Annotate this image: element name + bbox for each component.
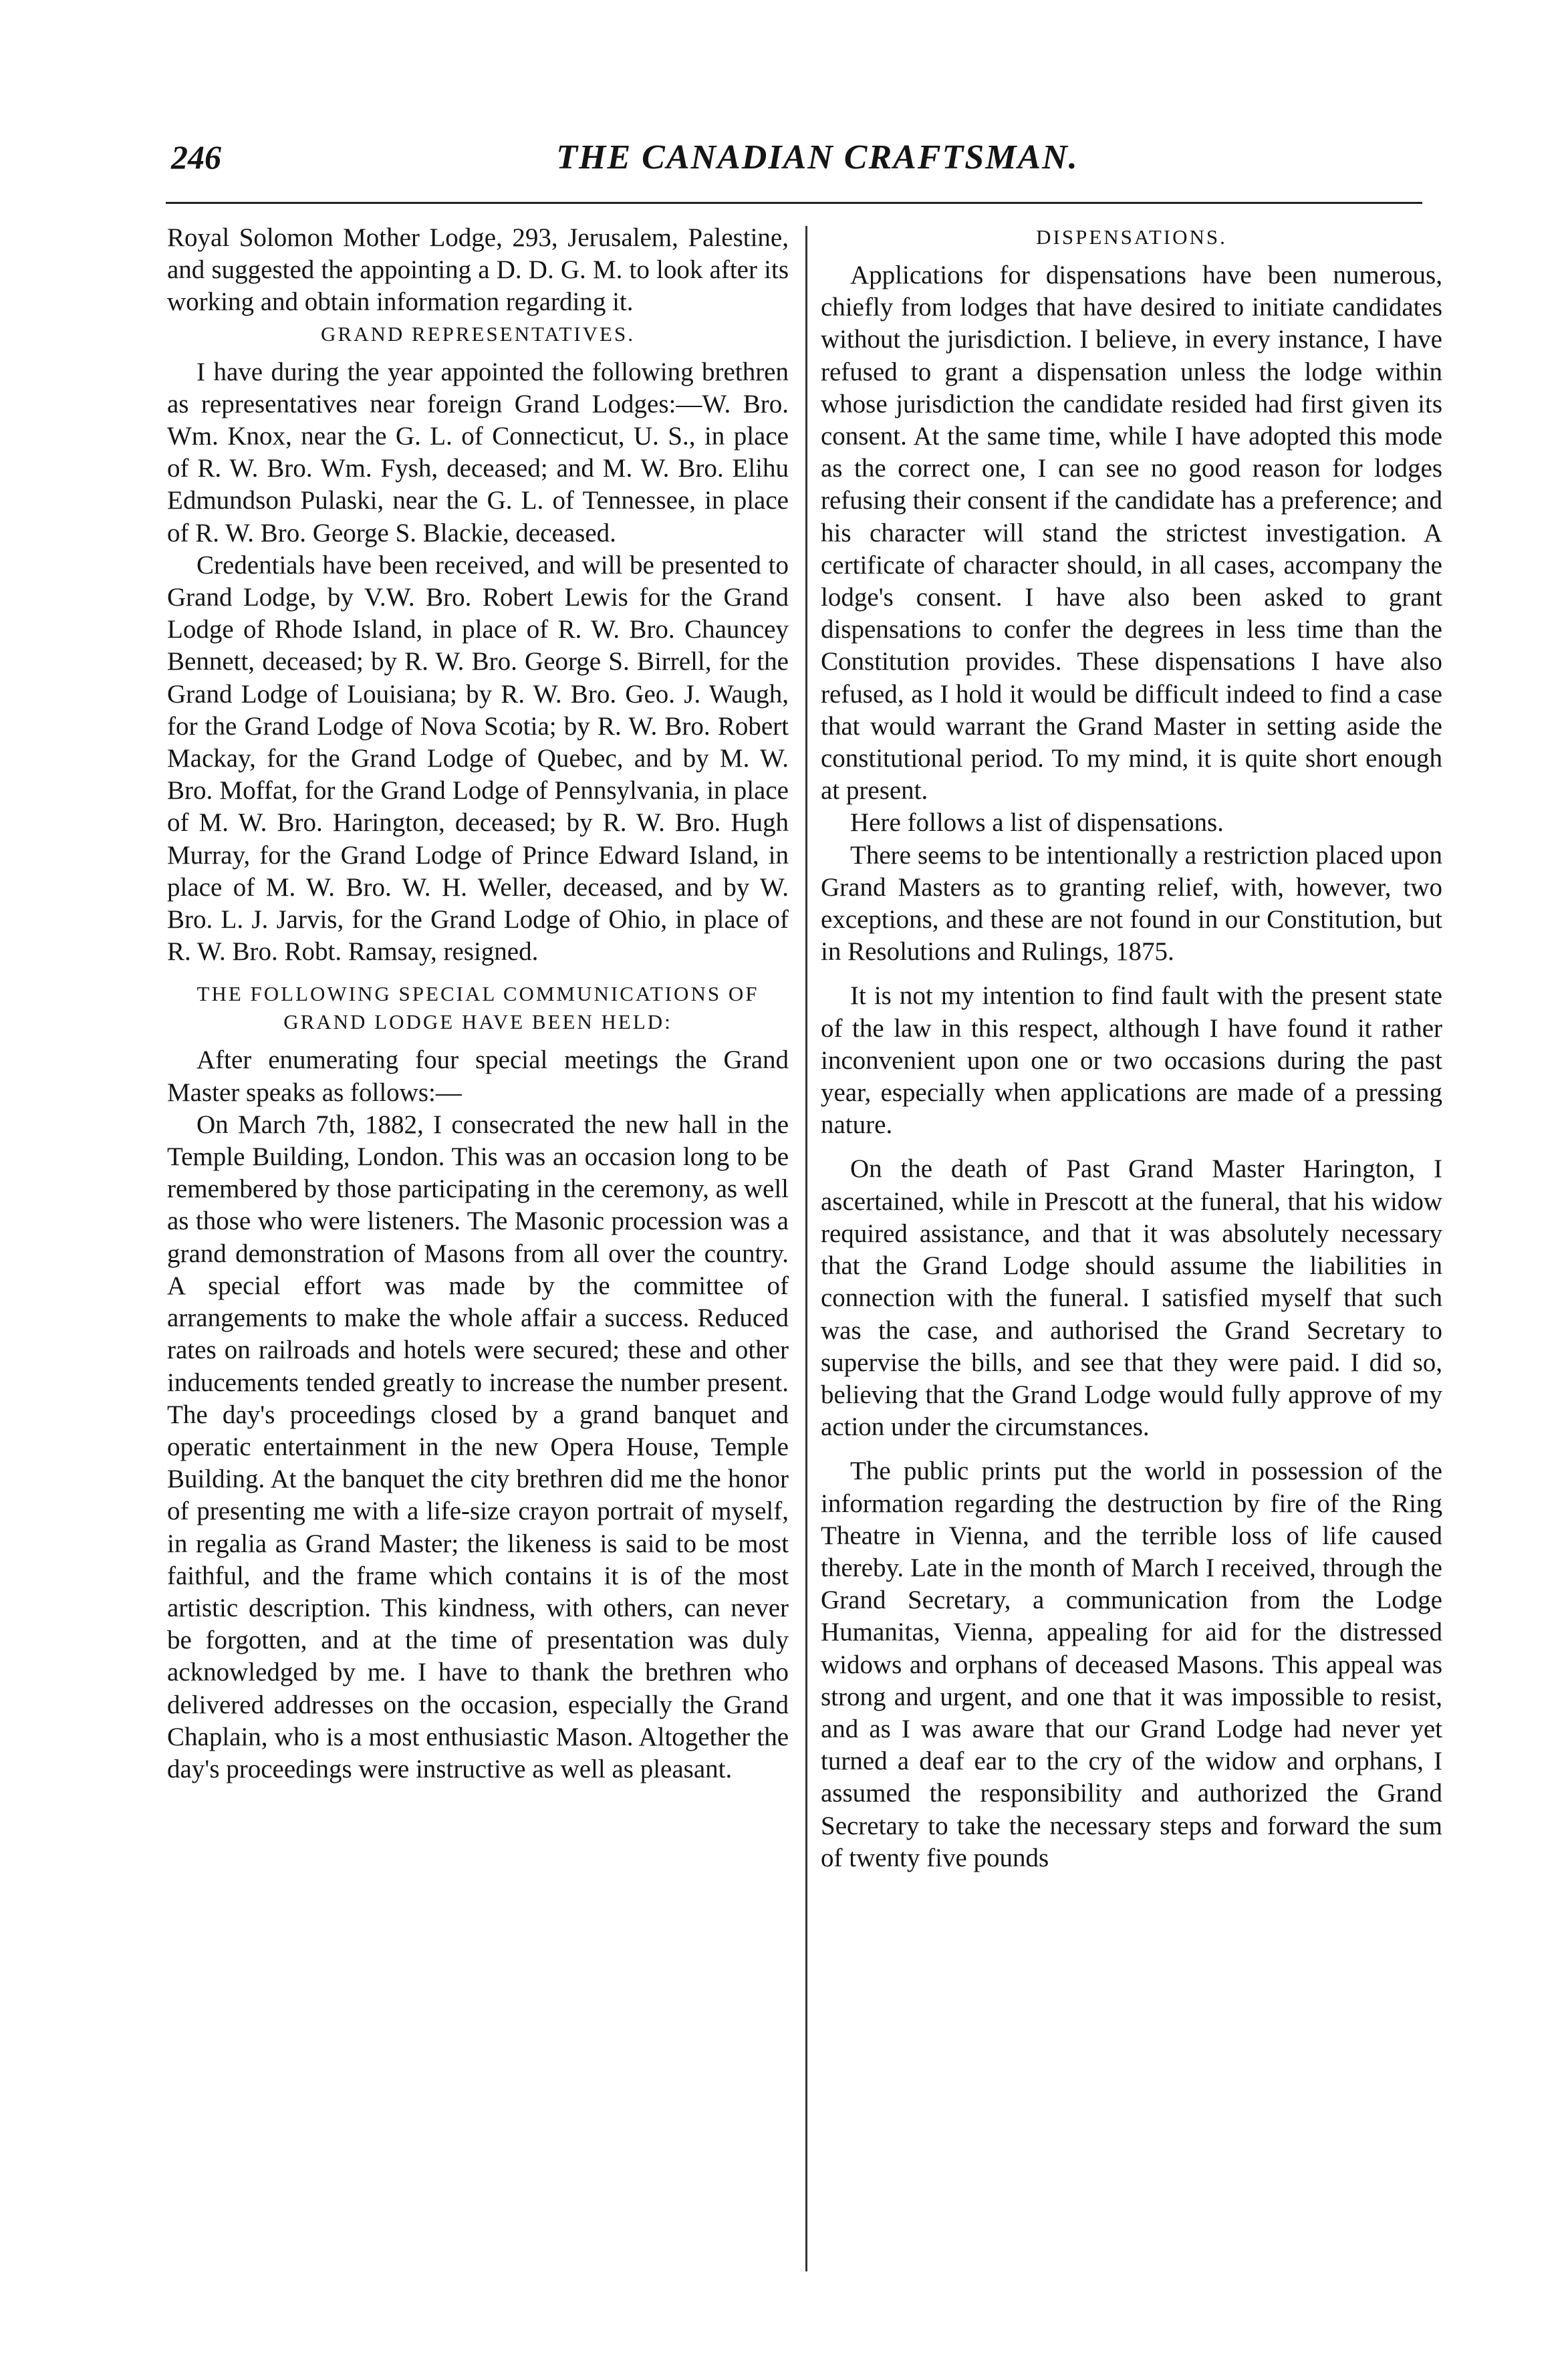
- paragraph: Credentials have been received, and will be presented to Grand Lodge, by V.W. Bro. Robert Lewis for the Grand Lodge of Rhode Island, in place of R. W. Bro. Chauncey Bennett, deceased; by R. W. Bro. George S. Birrell, for the Grand Lodge of Louisiana; by R. W. Bro. Geo. J. Waugh, for the Grand Lodge of Nova Scotia; by R. W. Bro. Robert Mackay, for the Grand Lodge of Quebec, and by M. W. Bro. Moffat, for the Grand Lodge of Pennsylvania, in place of M. W. Bro. Harington, deceased; by R. W. Bro. Hugh Murray, for the Grand Lodge of Prince Edward Island, in place of M. W. Bro. W. H. Weller, deceased, and by W. Bro. L. J. Jarvis, for the Grand Lodge of Ohio, in place of R. W. Bro. Robt. Ramsay, resigned.: [167, 550, 789, 967]
- paragraph: After enumerating four special meetings the Grand Master speaks as follows:—: [167, 1045, 789, 1107]
- paragraph: Royal Solomon Mother Lodge, 293, Jerusalem, Palestine, and suggested the appointing a D. D. G. M. to look after its working and obtain information regarding it.: [167, 223, 789, 317]
- paragraph: I have during the year appointed the following brethren as representatives near foreign Grand Lodges:—W. Bro. Wm. Knox, near the G. L. of Connecticut, U. S., in place of R. W. Bro. Wm. Fysh, deceased; and M. W. Bro. Elihu Edmundson Pulaski, near the G. L. of Tennessee, in place of R. W. Bro. George S. Blackie, deceased.: [167, 357, 789, 547]
- running-header: [166, 138, 1422, 184]
- paragraph: Applications for dispensations have been numerous, chiefly from lodges that have desired to initiate candidates without the jurisdiction. I believe, in every instance, I have refused to grant a dispensation unless the lodge within whose jurisdiction the candidate resided had first given its consent. At the same time, while I have adopted this mode as the correct one, I can see no good reason for lodges refusing their consent if the candidate has a preference; and his character will stand the strictest investigation. A certificate of character should, in all cases, accompany the lodge's consent. I have also been asked to grant dispensations to confer the degrees in less time than the Constitution provides. These dispensations I have also refused, as I hold it would be difficult indeed to find a case that would warrant the Grand Master in setting aside the constitutional period. To my mind, it is quite short enough at present.: [821, 261, 1442, 805]
- paragraph: The public prints put the world in possession of the information regarding the destruction by fire of the Ring Theatre in Vienna, and the terrible loss of life caused thereby. Late in the month of March I received, through the Grand Secretary, a communication from the Lodge Humanitas, Vienna, appealing for aid for the distressed widows and orphans of deceased Masons. This appeal was strong and urgent, and one that it was impossible to resist, and as I was aware that our Grand Lodge had never yet turned a deaf ear to the cry of the widow and orphans, I assumed the responsibility and authorized the Grand Secretary to take the necessary steps and forward the sum of twenty five pounds: [821, 1457, 1442, 1872]
- paragraph: On March 7th, 1882, I consecrated the new hall in the Temple Building, London. This was an occasion long to be remembered by those participating in the ceremony, as well as those who were listeners. The Masonic procession was a grand demonstration of Masons from all over the country. A special effort was made by the committee of arrangements to make the whole affair a success. Reduced rates on railroads and hotels were secured; these and other inducements tended greatly to increase the number present. The day's proceedings closed by a grand banquet and operatic entertainment in the new Opera House, Temple Building. At the banquet the city brethren did me the honor of presenting me with a life-size crayon portrait of myself, in regalia as Grand Master; the likeness is said to be most faithful, and the frame which contains it is of the most artistic description. This kindness, with others, can never be forgotten, and at the time of presentation was duly acknowledged by me. I have to thank the brethren who delivered addresses on the occasion, especially the Grand Chaplain, who is a most enthusiastic Mason. Altogether the day's proceedings were instructive as well as pleasant.: [167, 1110, 789, 1783]
- running-title: THE CANADIAN CRAFTSMAN.: [556, 138, 1079, 176]
- column-divider: [805, 226, 807, 2271]
- section-heading: DISPENSATIONS.: [1036, 225, 1227, 249]
- paragraph: There seems to be intentionally a restriction placed upon Grand Masters as to granting relief, with, however, two exceptions, and these are not found in our Constitution, but in Resolutions and Rulings, 1875.: [821, 840, 1442, 967]
- section-heading: GRAND REPRESENTATIVES.: [321, 322, 635, 346]
- left-column: [167, 222, 789, 2308]
- paragraph: Here follows a list of dispensations.: [850, 808, 1224, 838]
- paragraph: On the death of Past Grand Master Harington, I ascertained, while in Prescott at the funeral, that his widow required assistance, and that it was absolutely necessary that the Grand Lodge should assume the liabilities in connection with the funeral. I satisfied myself that such was the case, and authorised the Grand Secretary to supervise the bills, and see that they were paid. I did so, believing that the Grand Lodge would fully approve of my action under the circumstances.: [821, 1154, 1442, 1442]
- header-rule: [166, 202, 1422, 204]
- paragraph: It is not my intention to find fault with the present state of the law in this respect, although I have found it rather inconvenient upon one or two occasions during the past year, especially when applications are made of a pressing nature.: [821, 981, 1442, 1140]
- right-column: [821, 222, 1442, 2308]
- section-heading: THE FOLLOWING SPECIAL COMMUNICATIONS OF GRAND LODGE HAVE BEEN HELD:: [197, 982, 759, 1034]
- page-number: 246: [171, 138, 221, 176]
